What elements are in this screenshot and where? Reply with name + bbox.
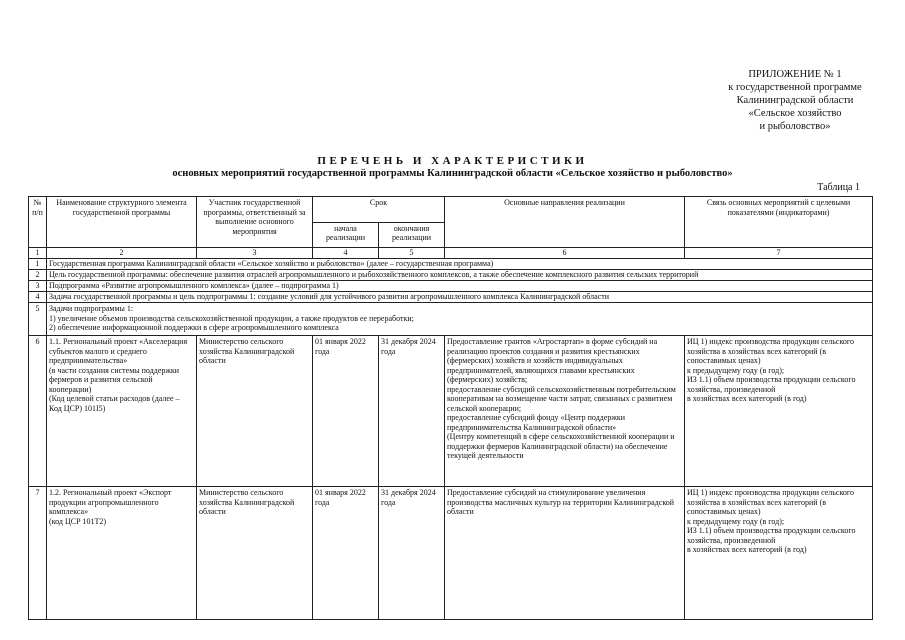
end-date: 31 декабря 2024 года (379, 336, 445, 487)
row-number: 7 (29, 487, 47, 620)
table-label: Таблица 1 (817, 182, 860, 193)
row-number: 1 (29, 259, 47, 270)
indicators: ИЦ 1) индекс производства продукции сельского хозяйства в хозяйствах всех категорий (в сопоставимых ценах) к предыдущему году (в год); ИЗ 1.1) объем производства продукции сельского хозяйства, произведенной в хозяйствах всех категорий (в год) (685, 487, 873, 620)
program-text: Государственная программа Калининградской области «Сельское хозяйство и рыболовство» (далее – государственная программа) (47, 259, 873, 270)
row-number: 5 (29, 303, 47, 336)
subprogram-row (29, 281, 873, 292)
column-number: 7 (685, 248, 873, 259)
goal-row (29, 270, 873, 281)
directions: Предоставление грантов «Агростартап» в форме субсидий на реализацию проектов создания и развития крестьянских (фермерских) хозяйств и хозяйств индивидуальных предпринимателей, являющихся главами крестьянских (фермерских) хозяйств; предоставление субсидий сельскохозяйственным потребительским кооперативам на возмещение части затрат, связанных с развитием сельской кооперации; предоставление субсидий фонду «Центр поддержки предпринимательства Калининградской области» (Центру компетенций в сфере сельскохозяйственной кооперации и поддержки фермеров Калининградской области) на обеспечение текущей деятельности (445, 336, 685, 487)
goal-text: Цель государственной программы: обеспечение развития отраслей агропромышленного и рыбохозяйственного комплексов, а также обеспечение комплексного развития сельских территорий (47, 270, 873, 281)
header-directions: Основные направления реализации (445, 197, 685, 248)
header-num: № п/п (29, 197, 47, 248)
appendix-block (700, 68, 890, 133)
task-text: Задача государственной программы и цель подпрограммы 1: создание условий для устойчивого развития агропромышленного комплекса Калининградской области (47, 292, 873, 303)
column-number: 6 (445, 248, 685, 259)
table-row (29, 336, 873, 487)
document-title: ПЕРЕЧЕНЬ И ХАРАКТЕРИСТИКИ (317, 155, 588, 167)
start-date: 01 января 2022 года (313, 336, 379, 487)
row-number: 6 (29, 336, 47, 487)
appendix-line: и рыболовство» (759, 121, 831, 132)
header-start: начала реализации (313, 222, 379, 248)
header-end: окончания реализации (379, 222, 445, 248)
directions: Предоставление субсидий на стимулирование увеличения производства масличных культур на территории Калининградской области (445, 487, 685, 620)
header-term: Срок (313, 197, 445, 223)
appendix-line: ПРИЛОЖЕНИЕ № 1 (748, 69, 842, 80)
appendix-line: Калининградской области (736, 95, 854, 106)
subprogram-tasks-text: Задачи подпрограммы 1: 1) увеличение объемов производства сельскохозяйственной продукции, а также продуктов ее переработки; 2) обеспечение информационной поддержки в сфере агропромышленного комплекса (47, 303, 873, 336)
appendix-line: к государственной программе (728, 82, 862, 93)
end-date: 31 декабря 2024 года (379, 487, 445, 620)
participant: Министерство сельского хозяйства Калининградской области (197, 487, 313, 620)
table-row (29, 487, 873, 620)
subprogram-tasks-row (29, 303, 873, 336)
element-name: 1.1. Региональный проект «Акселерация субъектов малого и среднего предпринимательства» (в части создания системы поддержки фермеров и развития сельской кооперации) (Код целевой статьи расходов (далее – Код ЦСР) 101I5) (47, 336, 197, 487)
column-number: 2 (47, 248, 197, 259)
row-number: 3 (29, 281, 47, 292)
participant: Министерство сельского хозяйства Калининградской области (197, 336, 313, 487)
column-number: 5 (379, 248, 445, 259)
column-number: 3 (197, 248, 313, 259)
header-link: Связь основных мероприятий с целевыми показателями (индикаторами) (685, 197, 873, 248)
column-number: 1 (29, 248, 47, 259)
row-number: 4 (29, 292, 47, 303)
element-name: 1.2. Региональный проект «Экспорт продукции агропромышленного комплекса» (код ЦСР 101T2) (47, 487, 197, 620)
column-numbers-row (29, 248, 873, 259)
program-row (29, 259, 873, 270)
column-number: 4 (313, 248, 379, 259)
indicators: ИЦ 1) индекс производства продукции сельского хозяйства в хозяйствах всех категорий (в сопоставимых ценах) к предыдущему году (в год); ИЗ 1.1) объем производства продукции сельского хозяйства, произведенной в хозяйствах всех категорий (в год) (685, 336, 873, 487)
appendix-line: «Сельское хозяйство (748, 108, 842, 119)
header-participant: Участник государственной программы, ответственный за выполнение основного мероприятия (197, 197, 313, 248)
measures-table (28, 196, 873, 620)
document-subtitle: основных мероприятий государственной программы Калининградской области «Сельское хозяйство и рыболовство» (172, 168, 733, 179)
header-name: Наименование структурного элемента государственной программы (47, 197, 197, 248)
subprogram-text: Подпрограмма «Развитие агропромышленного комплекса» (далее – подпрограмма 1) (47, 281, 873, 292)
start-date: 01 января 2022 года (313, 487, 379, 620)
row-number: 2 (29, 270, 47, 281)
task-row (29, 292, 873, 303)
header-row (29, 197, 873, 223)
